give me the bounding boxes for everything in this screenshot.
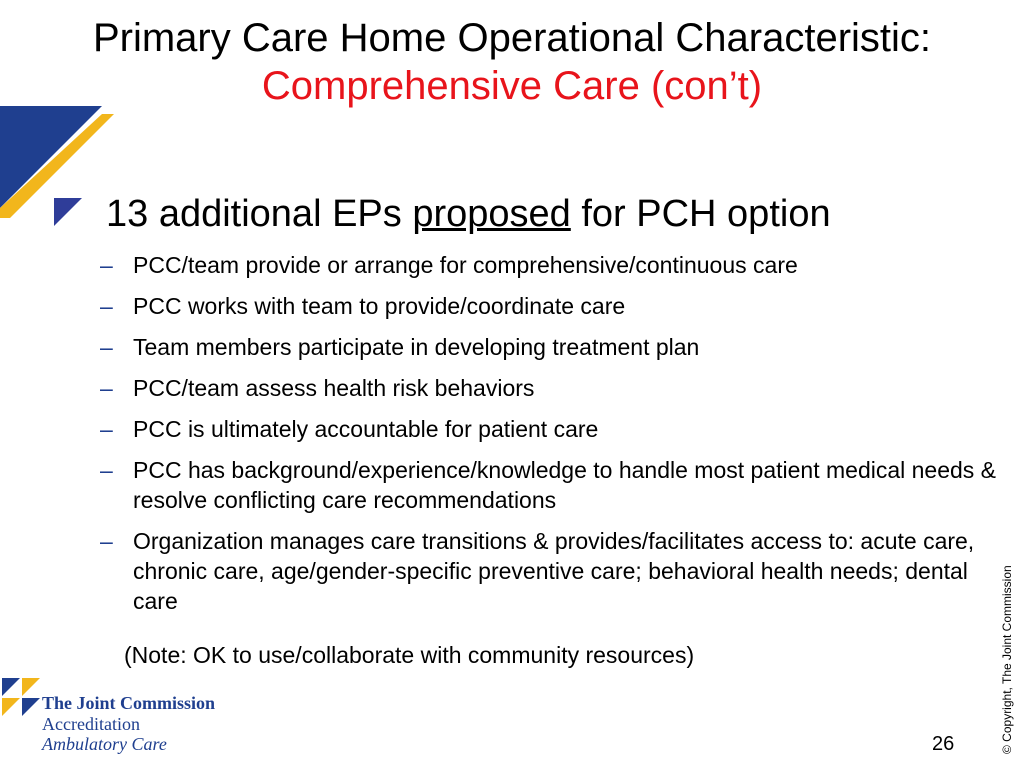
dash-bullet: – — [100, 416, 113, 442]
sub-bullet-list — [100, 250, 1000, 627]
logo-accreditation: Accreditation — [42, 714, 140, 734]
deco-blue-triangle — [0, 106, 102, 208]
logo-mark-icon — [2, 676, 46, 720]
title-line-1: Primary Care Home Operational Characteristic: — [92, 16, 932, 60]
list-item-text: PCC/team assess health risk behaviors — [133, 375, 535, 401]
list-item-text: PCC is ultimately accountable for patient care — [133, 416, 599, 442]
logo-ambulatory-care: Ambulatory Care — [42, 734, 167, 754]
dash-bullet: – — [100, 252, 113, 278]
list-item — [100, 455, 1000, 515]
list-item-text: PCC/team provide or arrange for comprehensive/continuous care — [133, 252, 798, 278]
list-item — [100, 332, 1000, 362]
dash-bullet: – — [100, 334, 113, 360]
list-item — [100, 526, 1000, 616]
main-bullet-underlined: proposed — [412, 193, 571, 235]
list-item — [100, 291, 1000, 321]
note-text: (Note: OK to use/collaborate with community resources) — [124, 642, 695, 668]
list-item — [100, 373, 1000, 403]
title-line-2: Comprehensive Care (con’t) — [261, 64, 763, 108]
list-item-text: PCC works with team to provide/coordinate care — [133, 293, 626, 319]
list-item — [100, 250, 1000, 280]
triangle-bullet-icon — [54, 198, 82, 226]
main-bullet-after: for PCH option — [570, 193, 831, 235]
list-item-text: Team members participate in developing treatment plan — [133, 334, 700, 360]
list-item-text: Organization manages care transitions & provides/facilitates access to: acute care, chronic care, age/gender-specific preventive care; behavioral health needs; dental care — [133, 528, 975, 614]
main-bullet-before: 13 additional EPs — [106, 193, 413, 235]
dash-bullet: – — [100, 528, 113, 554]
dash-bullet: – — [100, 457, 113, 483]
dash-bullet: – — [100, 293, 113, 319]
list-item-text: PCC has background/experience/knowledge to handle most patient medical needs & resolve conflicting care recommendations — [133, 457, 997, 513]
copyright-notice: © Copyright, The Joint Commission — [1000, 565, 1014, 754]
joint-commission-logo — [0, 676, 260, 768]
slide-title — [0, 14, 1024, 110]
main-bullet-text — [106, 192, 831, 236]
dash-bullet: – — [100, 375, 113, 401]
logo-name: The Joint Commission — [42, 693, 216, 713]
page-number: 26 — [932, 733, 955, 755]
list-item — [100, 414, 1000, 444]
